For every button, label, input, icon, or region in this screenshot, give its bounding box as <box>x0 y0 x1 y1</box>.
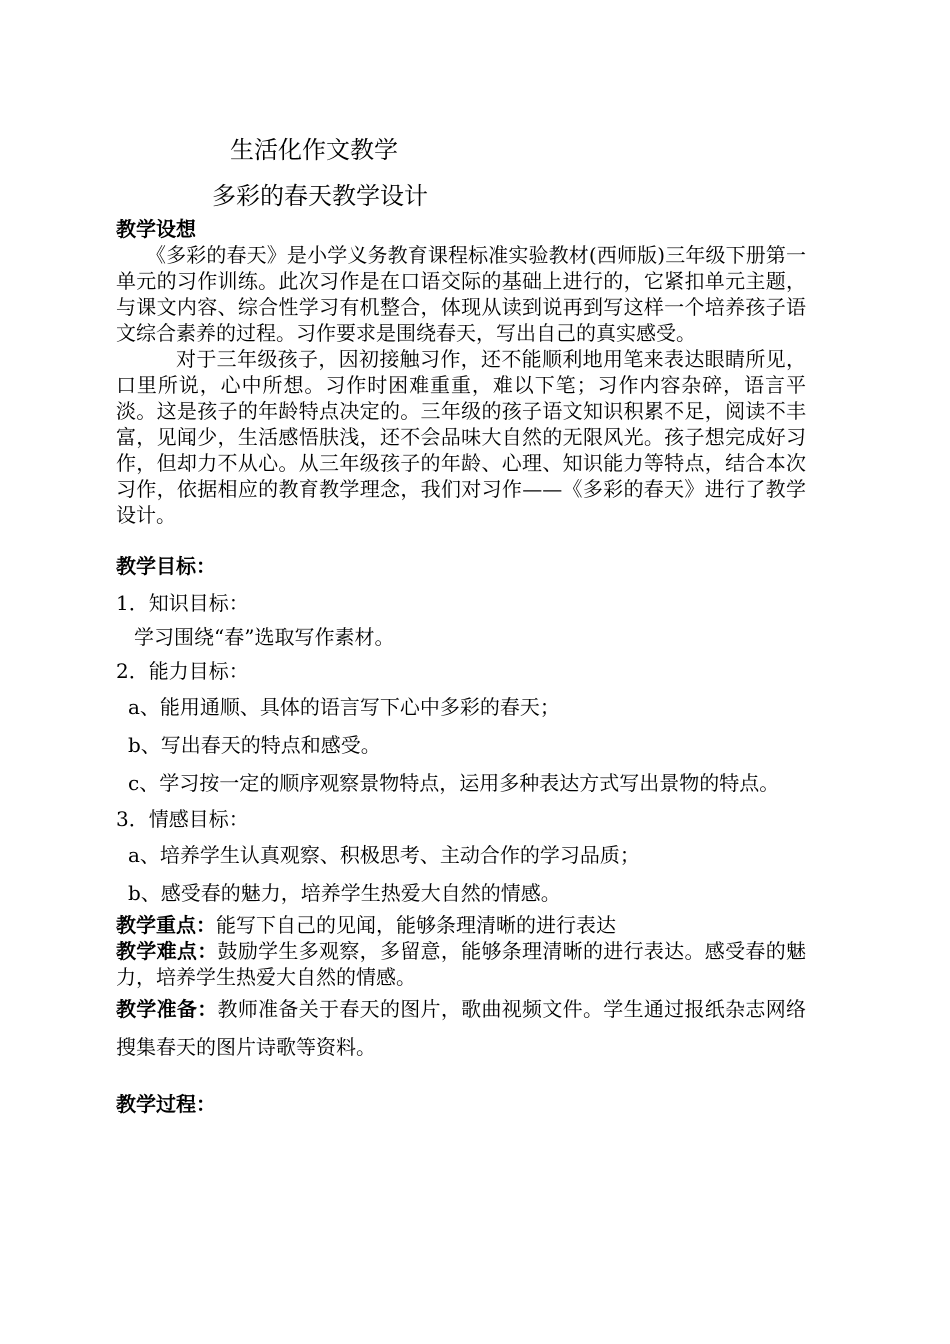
difficult-point <box>116 938 806 990</box>
intro-paragraph-1: 《多彩的春天》是小学义务教育课程标准实验教材(西师版)三年级下册第一单元的习作训练。此次习作是在口语交际的基础上进行的，它紧扣单元主题，与课文内容、综合性学习有机整合，体现从读到说再到写这样一个培养孩子语文综合素养的过程。习作要求是围绕春天，写出自己的真实感受。 <box>116 243 806 345</box>
goal-1-text: 学习围绕“春”选取写作素材。 <box>134 625 395 649</box>
preparation-label: 教学准备： <box>116 997 218 1021</box>
goal-1-label: 1．知识目标： <box>116 591 249 615</box>
goal-2-item-c: c、学习按一定的顺序观察景物特点，运用多种表达方式写出景物的特点。 <box>128 771 780 795</box>
intro-paragraph-2: 对于三年级孩子，因初接触习作，还不能顺利地用笔来表达眼睛所见，口里所说，心中所想。习作时困难重重，难以下笔；习作内容杂碎，语言平淡。这是孩子的年龄特点决定的。三年级的孩子语文知识积累不足，阅读不丰富，见闻少，生活感悟肤浅，还不会品味大自然的无限风光。孩子想完成好习作，但却力不从心。从三年级孩子的年龄、心理、知识能力等特点，结合本次习作，依据相应的教育教学理念，我们对习作——《多彩的春天》进行了教学设计。 <box>116 347 806 527</box>
difficult-point-label: 教学难点： <box>116 939 218 963</box>
preparation <box>116 990 806 1066</box>
key-point-text: 能写下自己的见闻，能够条理清晰的进行表达 <box>216 913 616 937</box>
section-heading-goals: 教学目标： <box>116 554 216 578</box>
document-content <box>116 130 806 1124</box>
key-point-label: 教学重点： <box>116 913 216 937</box>
goal-2-item-b: b、写出春天的特点和感受。 <box>128 733 381 757</box>
goal-2-item-a: a、能用通顺、具体的语言写下心中多彩的春天； <box>128 695 560 719</box>
goal-3-label: 3．情感目标： <box>116 807 249 831</box>
difficult-point-text: 鼓励学生多观察，多留意，能够条理清晰的进行表达。感受春的魅力，培养学生热爱大自然的情感。 <box>116 939 807 989</box>
key-point <box>116 912 806 938</box>
goal-3-item-b: b、感受春的魅力，培养学生热爱大自然的情感。 <box>128 881 561 905</box>
section-heading-intro: 教学设想 <box>116 217 196 241</box>
goal-2-label: 2．能力目标： <box>116 659 249 683</box>
preparation-text: 教师准备关于春天的图片，歌曲视频文件。学生通过报纸杂志网络搜集春天的图片诗歌等资料。 <box>116 997 807 1059</box>
document-subtitle: 生活化作文教学 <box>230 136 398 164</box>
section-heading-process: 教学过程： <box>116 1092 216 1116</box>
goal-3-item-a: a、培养学生认真观察、积极思考、主动合作的学习品质； <box>128 843 640 867</box>
document-title: 多彩的春天教学设计 <box>212 182 428 210</box>
